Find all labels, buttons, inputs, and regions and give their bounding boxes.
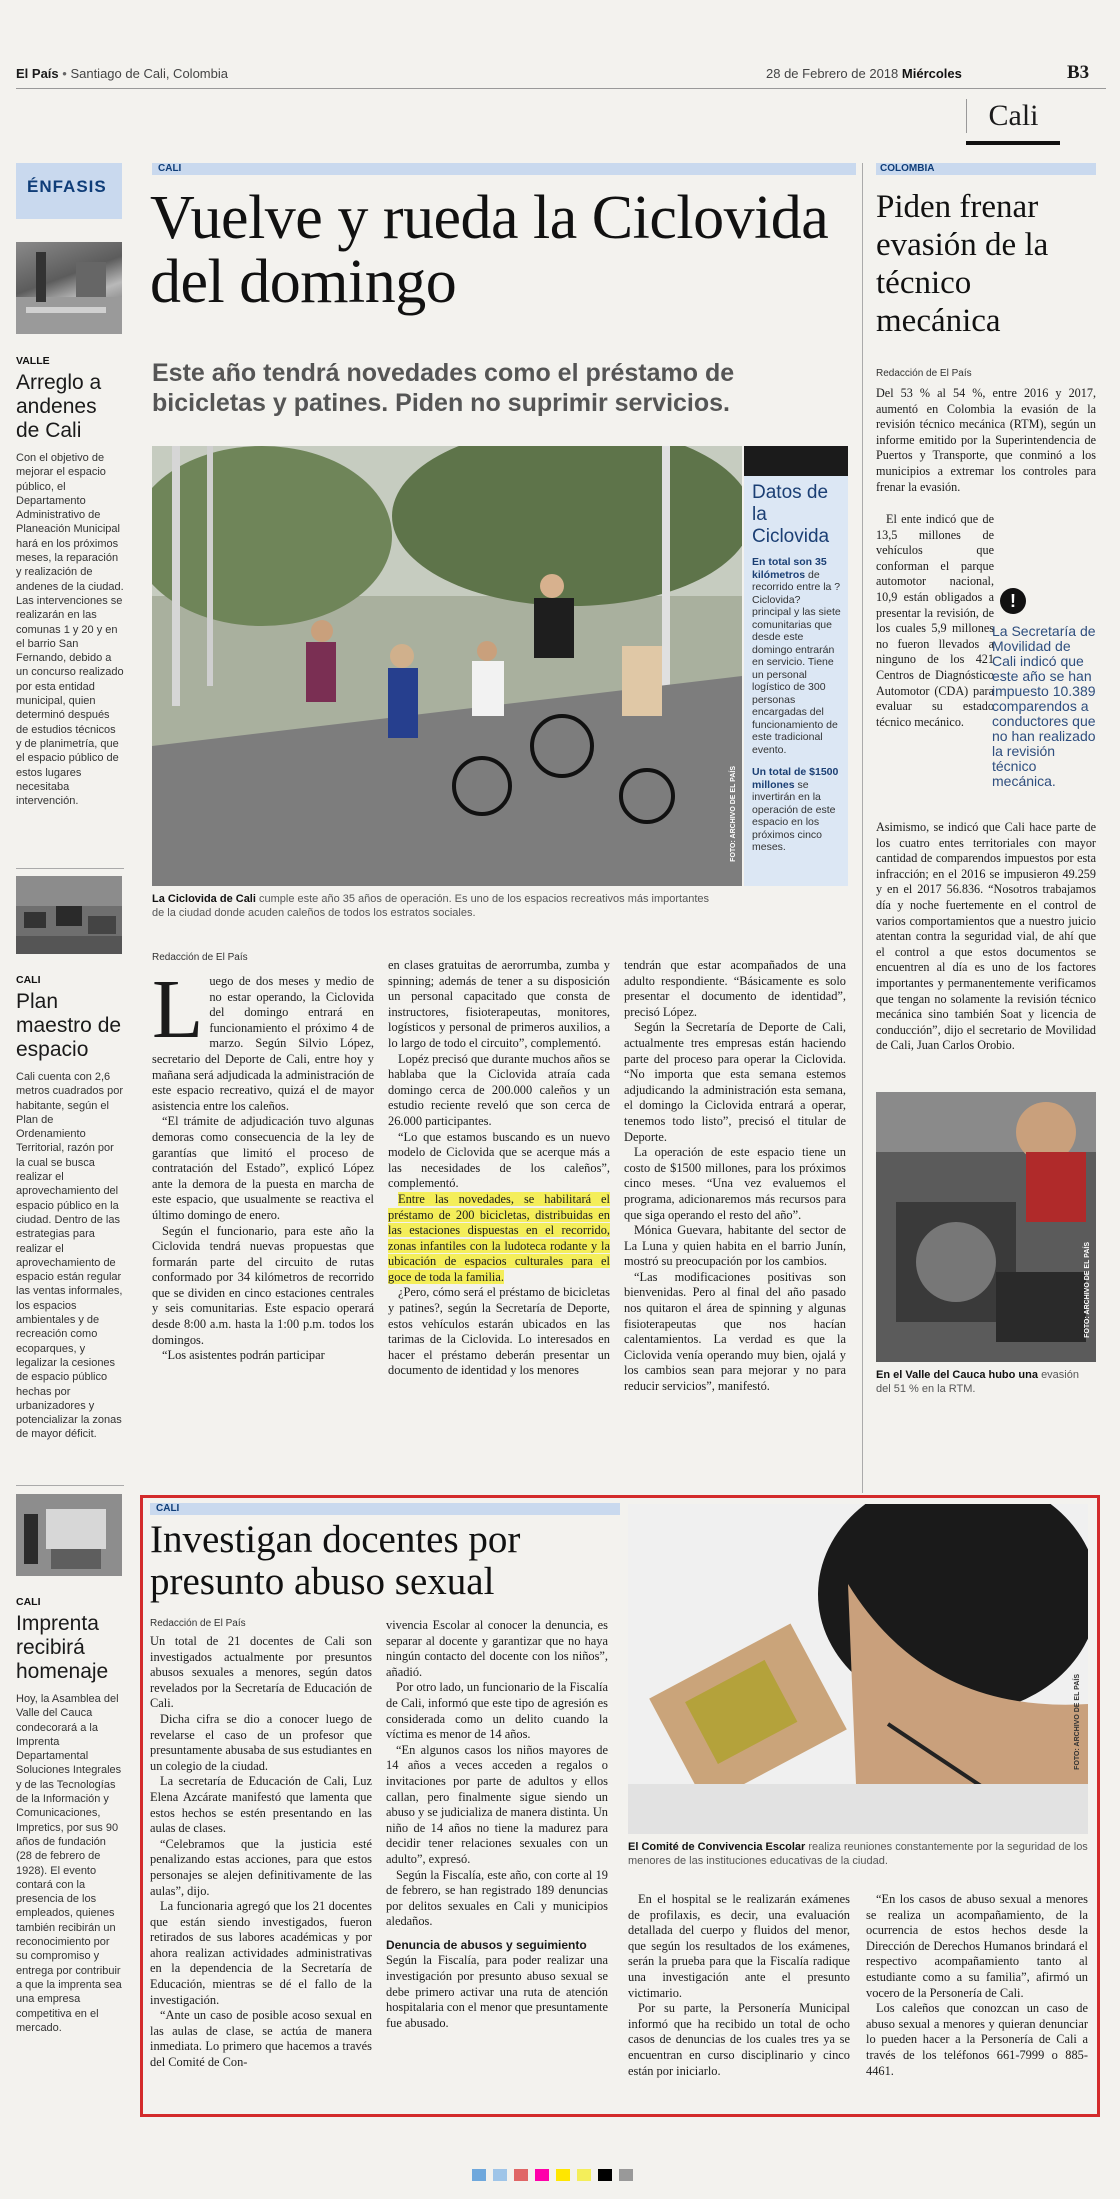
datos-bullet-2-bold: Un total de $1500 millones	[752, 766, 839, 791]
main-tag-bar	[152, 163, 856, 175]
masthead: El País • Santiago de Cali, Colombia 28 de Febrero de 2018 Miércoles B3	[16, 62, 1090, 83]
sidebar-item-2-title: Plan maestro de espacio	[16, 990, 122, 1061]
right-col-wide	[876, 820, 1096, 1080]
main-col2-p2: Lopéz precisó que durante muchos años se hablaba que la Ciclovida atraía cada domingo cerca de 200.000 caleños y un estudio reciente reveló que son cerca de 26.000 participantes.	[388, 1051, 610, 1128]
sidebar-item-3-cat: CALI	[16, 1596, 41, 1608]
bottom-col-2	[386, 1618, 608, 2031]
bottom-headline: Investigan docentes por presunto abuso sexual	[150, 1518, 521, 1603]
right-p2: El ente indicó que de 13,5 millones de vehículos que conforman el parque automotor nacional, 10,9 están obligados a presentar la revisión, de los cuales 5,9 millones no fueron llevados a ninguno de los 421 Centros de Diagnóstico Automotor (CDA) para evaluar su estado técnico mecánico.	[876, 512, 994, 729]
right-photo-caption	[876, 1368, 1096, 1396]
traffic-photo-art	[16, 876, 122, 954]
sidebar-item-1-body: Con el objetivo de mejorar el espacio público, el Departamento Administrativo de Planeación Municipal hará en los próximos meses, la reparación y realización de andenes de la ciudad. Las intervenciones se realizarán en las comunas 1 y 20 y en el barrio San Fernando, debido a un concurso realizado por esta entidad municipal, quien determinó después de estudios técnicos y de planimetría, que el espacio público de estos lugares necesitaba intervención.	[16, 452, 124, 808]
swatch-7	[598, 2169, 612, 2181]
dropcap-L: L	[152, 963, 204, 1056]
main-col3-p3: La operación de este espacio tiene un costo de $1500 millones, para los próximos cinco meses. “Una vez evaluemos el programa, adicionaremos más recursos para que siga operando el resto del año”.	[624, 1145, 846, 1222]
paper-city: Santiago de Cali, Colombia	[70, 66, 228, 81]
sidebar-item-3-title: Imprenta recibirá homenaje	[16, 1612, 109, 1683]
right-callout	[992, 588, 1096, 789]
masthead-rule	[16, 88, 1106, 89]
bottom-col1-p4: “Celebramos que la justicia esté penalizando estas acciones, para que estos personajes se alejen definitivamente de las aulas”, dijo.	[150, 1836, 372, 1898]
bottom-byline: Redacción de El País	[150, 1618, 246, 1629]
swatch-2	[493, 2169, 507, 2181]
datos-box-topbar	[744, 446, 848, 476]
swatch-1	[472, 2169, 486, 2181]
bottom-caption-bold: El Comité de Convivencia Escolar	[628, 1841, 806, 1853]
callout-text: La Secretaría de Movilidad de Cali indicó que este año se han impuesto 10.389 comparendos a conductores que no han realizado la revisión técnico mecánica.	[992, 623, 1096, 789]
main-col1-p2: “El trámite de adjudicación tuvo algunas demoras como consecuencia de la ley de garantías que limitó el proceso de contratación del Estado”, explicó López ante la demora de la puesta en marcha de este espacio, que usualmente se reactiva el último domingo de enero.	[152, 1114, 374, 1222]
main-col1-p1: uego de dos meses y medio de no estar operando, la Ciclovida del domingo entrará en funcionamiento el próximo 4 de marzo. Según Silvio López, secretario del Deporte de Cali, entre hoy y mañana será adjudicada la administración de este espacio recreativo, quizá el de mayor asistencia entre los caleños.	[152, 974, 374, 1113]
main-col3-p5: “Las modificaciones positivas son bienvenidas. Pero al final del año pasado nos quitaron el área de spinning y algunas fisioterapeutas que nos hacían calentamientos. La verdad es que la Ciclovida venía operando muy bien, ojalá y los cambios sean para mejorar y no para reducir servicios”, manifestó.	[624, 1269, 846, 1394]
sidebar-photo-printer	[16, 1494, 122, 1576]
date-text: 28 de Febrero de 2018	[766, 66, 899, 81]
main-col1-p3: Según el funcionario, para este año la Ciclovida tendrá nuevas propuestas que formarán parte del circuito de rutas conformado por 34 kilómetros de recorrido que se dividen en cinco estaciones centrales y seis comunitarias. Este espacio operará desde 8:00 a.m. hasta la 1:00 p.m. todos los domingos.	[152, 1223, 374, 1347]
main-photo-credit: FOTO: ARCHIVO DE EL PAÍS	[730, 766, 737, 862]
bottom-col2-p5: Según la Fiscalía, para poder realizar una investigación por presunto abuso sexual se debe primero activar una ruta de atención hospitalaria con el menor que presuntamente fue abusado.	[386, 1953, 608, 2030]
swatch-8	[619, 2169, 633, 2181]
highlighted-text: Entre las novedades, se habilitará el préstamo de 200 bicicletas, distribuidas en las estaciones dispuestas en el recorrido, zonas infantiles con la ludoteca rodante y la ubicación de espacios culturales para el goce de toda la familia.	[388, 1191, 610, 1284]
main-col2-p4-highlight	[388, 1192, 610, 1286]
bottom-tag-bar	[150, 1503, 620, 1515]
bottom-col2-p1: vivencia Escolar al conocer la denuncia, es separar al docente y garantizar que no haya ningún contacto del docente con los niños”, añadió.	[386, 1618, 608, 1679]
bottom-col1-p5: La funcionaria agregó que los 21 docentes que están siendo investigados, fueron retirados de sus labores académicas y por ahora realizan actividades administrativas en la dependencia de la Secretaría de Educación, mientras se dé el fallo de la investigación.	[150, 1899, 372, 2007]
main-col2-p5: ¿Pero, cómo será el préstamo de bicicletas y patines?, según la Secretaría de Deporte, estos vehículos estarán ubicados en las tarimas de la Ciclovida. Lo interesados en hacer el préstamo deberán presentar un documento de identidad y los menores	[388, 1285, 610, 1378]
right-p1: Del 53 % al 54 %, entre 2016 y 2017, aumentó en Colombia la evasión de la revisión técnico mecánica (RTM), según un informe emitido por la Superintendencia de Puertos y Transporte, que conminó a los municipios a extremar los controles para frenar la evasión.	[876, 386, 1096, 494]
bottom-col4-p1: “En los casos de abuso sexual a menores se realiza un acompañamiento, de la ocurrencia de estos hechos desde la Dirección de Derechos Humanos brindará el respectivo acompañamiento tanto al estudiante como a su familia”, afirmó un vocero de la Personería de Cali.	[866, 1892, 1088, 2000]
right-p3: Asimismo, se indicó que Cali hace parte de los cuatro entes territoriales con mayor cantidad de comparendos impuestos por esta infracción; en el 2016 se impusieron 49.259 y en el 2017 56.836. “Nosotros trabajamos día y noche fuertemente en el control de varios comportamientos que a nuestro juicio atentan contra la seguridad vial, de ahí que el control a que estos documentos se encuentren al día es uno de los factores importantes y permanentemente verificamos que tengan no solamente la revisión técnico mecánica sino también Soat y licencia de conducción”, dijo el secretario de Movilidad de Cali, Juan Carlos Orobio.	[876, 820, 1096, 1053]
main-col-3	[624, 958, 846, 1395]
registration-color-bar	[472, 2168, 636, 2180]
right-caption-bold: En el Valle del Cauca hubo una	[876, 1369, 1038, 1381]
issue-date	[766, 66, 962, 81]
student-photo-art	[628, 1504, 1088, 1834]
bottom-col1-p2: Dicha cifra se dio a conocer luego de revelarse el caso de un profesor que presuntamente abusaba de sus estudiantes en un colegio de la ciudad.	[150, 1711, 372, 1773]
section-label-box	[966, 91, 1060, 145]
section-label: Cali	[966, 99, 1060, 133]
main-caption-text: cumple este año 35 años de operación. Es uno de los espacios recreativos más importantes de la ciudad donde acuden caleños de todos los estratos sociales.	[152, 893, 710, 919]
main-col2-p1: en clases gratuitas de aerorrumba, zumba y spinning; además de tener a su disposición un personal capacitado que consta de instructores, fisioterapeutas, monitores, logísticos y personal de primeros auxilios, a lo largo de todo el circuito”, complementó.	[388, 958, 610, 1050]
page-number: B3	[1067, 62, 1090, 83]
engine-photo-art	[876, 1092, 1096, 1362]
main-photo-cyclists	[152, 446, 742, 886]
bottom-col-4	[866, 1892, 1088, 2079]
bottom-col1-p3: La secretaría de Educación de Cali, Luz Elena Azcárate manifestó que lamenta que estos hechos se estén presentando en las aulas de clases.	[150, 1774, 372, 1836]
swatch-4	[535, 2169, 549, 2181]
sidewalk-photo-art	[16, 242, 122, 334]
main-col3-p2: Según la Secretaría de Deporte de Cali, actualmente tres empresas están haciendo parte del proceso para operar la Ciclovida. “No importa que esta semana estemos adjudicando la administración esta semana, el domingo la Ciclovida entrará a operar, tenemos todo listo”, precisó el titular de Deporte.	[624, 1020, 846, 1144]
sidebar-divider-1	[16, 868, 124, 869]
paper-name: El País	[16, 66, 59, 81]
sidebar-item-2-cat: CALI	[16, 974, 41, 986]
cyclists-photo-art	[152, 446, 742, 886]
exclamation-icon: !	[1000, 588, 1026, 614]
main-col3-p1: tendrán que estar acompañados de una adulto respondiente. “Básicamente es solo presentar el documento de identidad”, precisó López.	[624, 958, 846, 1019]
sidebar-item-1	[16, 355, 124, 808]
swatch-5	[556, 2169, 570, 2181]
main-col-1	[152, 963, 374, 1364]
weekday-text: Miércoles	[901, 66, 962, 81]
datos-bullet-1-bold: En total son 35 kilómetros	[752, 556, 827, 581]
bottom-col-3	[628, 1892, 850, 2079]
bottom-photo-caption	[628, 1840, 1088, 1868]
sidebar-item-3	[16, 1596, 124, 2035]
bottom-tag: CALI	[156, 1503, 180, 1514]
enfasis-label	[16, 163, 122, 219]
bottom-col4-p2: Los caleños que conozcan un caso de abuso sexual a menores y quieran denunciar lo pueden hacer a la Personería de Cali a través de los teléfonos 661-7999 o 885-4461.	[866, 2001, 1088, 2078]
right-col-narrow	[876, 512, 994, 730]
bottom-subhead: Denuncia de abusos y seguimiento	[386, 1937, 587, 1952]
main-col2-p3: “Lo que estamos buscando es un nuevo modelo de Ciclovida que se acerque más a las necesidades de los caleños”, complementó.	[388, 1129, 610, 1191]
datos-box-bullet-2	[744, 756, 848, 854]
right-tag: COLOMBIA	[880, 163, 935, 174]
right-headline: Piden frenar evasión de la técnico mecánica	[876, 189, 1049, 339]
bottom-col-1	[150, 1634, 372, 2071]
bottom-col1-p6: “Ante un caso de posible acoso sexual en las aulas de clase, se actúa de manera inmediata. Lo primero que hacemos a través del Comité de Con-	[150, 2008, 372, 2070]
bottom-col2-p4: Según la Fiscalía, este año, con corte al 19 de febrero, se han registrado 189 denuncias por delitos sexuales en Cali y municipios aledaños.	[386, 1867, 608, 1929]
bottom-col2-p3: “En algunos casos los niños mayores de 14 años a veces acceden a regalos o invitaciones por parte de adultos y ellos callan, pero finalmente sigue siendo un abuso y se judicializa de manera distinta. Un niño de 14 años no tiene la madurez para decidir tener relaciones sexuales con un adulto”, expresó.	[386, 1742, 608, 1866]
right-byline: Redacción de El País	[876, 368, 972, 379]
bottom-col1-p1: Un total de 21 docentes de Cali son investigados actualmente por presuntos abusos sexuales a menores, según datos revelados por la Secretaría de Educación de Cali.	[150, 1634, 372, 1711]
bottom-photo-student	[628, 1504, 1088, 1834]
right-tag-bar	[876, 163, 1096, 175]
datos-box-bullet-1	[744, 556, 848, 756]
sidebar-item-3-body: Hoy, la Asamblea del Valle del Cauca condecorará a la Imprenta Departamental Soluciones Integrales y de las Tecnologías de la Información y Comunicaciones, Impretics, por sus 90 años de fundación (28 de febrero de 1928). El evento contará con la presencia de los empleados, quienes también recibirán un reconocimiento por su compromiso y entrega por contribuir a que la imprenta sea una empresa competitiva en el mercado.	[16, 1693, 122, 2034]
sidebar-item-2-body: Cali cuenta con 2,6 metros cuadrados por habitante, según el Plan de Ordenamiento Territorial, razón por la cual se busca realizar el aprovechamiento del espacio público en la ciudad. Dentro de las estrategias para realizar el aprovechamiento de espacio están regular las ventas informales, los espacios ambientales y de recreación como ecoparques, y legalizar la cesiones de espacio público hechas por urbanizadores y potencializar la zonas de mayor déficit.	[16, 1071, 123, 1441]
enfasis-text: ÉNFASIS	[27, 177, 107, 196]
right-col-top	[876, 386, 1096, 495]
main-tag: CALI	[158, 163, 182, 174]
right-photo-engine	[876, 1092, 1096, 1362]
right-column-rule	[862, 163, 863, 1493]
sidebar-item-1-cat: VALLE	[16, 355, 50, 367]
bottom-photo-credit: FOTO: ARCHIVO DE EL PAÍS	[1074, 1674, 1081, 1770]
right-caption-text: evasión del 51 % en la RTM.	[876, 1369, 1079, 1395]
bottom-col3-p2: Por su parte, la Personería Municipal informó que ha recibido un total de ocho casos de denuncias de los cuales tres ya se encuentran en curso disciplinario y cinco están por iniciarlo.	[628, 2001, 850, 2078]
main-caption-bold: La Ciclovida de Cali	[152, 893, 256, 905]
swatch-3	[514, 2169, 528, 2181]
bottom-col2-p2: Por otro lado, un funcionario de la Fiscalía de Cali, informó que este tipo de agresión es considerada como un delito cuando la víctima es menor de 14 años.	[386, 1680, 608, 1742]
bottom-col3-p1: En el hospital se le realizarán exámenes de profilaxis, es decir, una evaluación detallada del cuerpo y fluidos del menor, que según los resultados de los exámenes, serán la prueba para que la Fiscalía radique una investigación ante el presunto victimario.	[628, 1892, 850, 2000]
sidebar-item-2	[16, 974, 124, 1442]
main-byline: Redacción de El País	[152, 952, 248, 963]
datos-box	[744, 446, 848, 886]
bottom-caption-text: realiza reuniones constantemente por la seguridad de los menores de las instituciones educativas de la ciudad.	[628, 1841, 1088, 1867]
sidebar-photo-sidewalk	[16, 242, 122, 334]
main-col-2	[388, 958, 610, 1379]
main-col1-p4: “Los asistentes podrán participar	[162, 1348, 325, 1363]
printer-photo-art	[16, 1494, 122, 1576]
main-col3-p4: Mónica Guevara, habitante del sector de La Luna y quien habita en el barrio Junín, mostró su preocupación por los cambios.	[624, 1223, 846, 1269]
datos-bullet-1-text: de recorrido entre la ?Ciclovida? principal y las siete comunitarias que desde este domingo entrarán en servicio. Tiene un personal logístico de 300 personas encargadas del funcionamiento de este tradicional evento.	[752, 568, 841, 756]
swatch-6	[577, 2169, 591, 2181]
datos-box-title: Datos de la Ciclovida	[752, 482, 830, 547]
main-headline: Vuelve y rueda la Ciclovida del domingo	[150, 184, 829, 316]
sidebar-photo-traffic	[16, 876, 122, 954]
main-photo-caption	[152, 892, 722, 920]
sidebar-item-1-title: Arreglo a andenes de Cali	[16, 371, 102, 442]
right-photo-credit: FOTO: ARCHIVO DE EL PAÍS	[1084, 1242, 1091, 1338]
sidebar-divider-2	[16, 1485, 124, 1486]
datos-bullet-2-text: se invertirán en la operación de este espacio en los próximos cinco meses.	[752, 778, 836, 853]
main-subhead: Este año tendrá novedades como el préstamo de bicicletas y patines. Piden no suprimir servicios.	[152, 359, 735, 417]
